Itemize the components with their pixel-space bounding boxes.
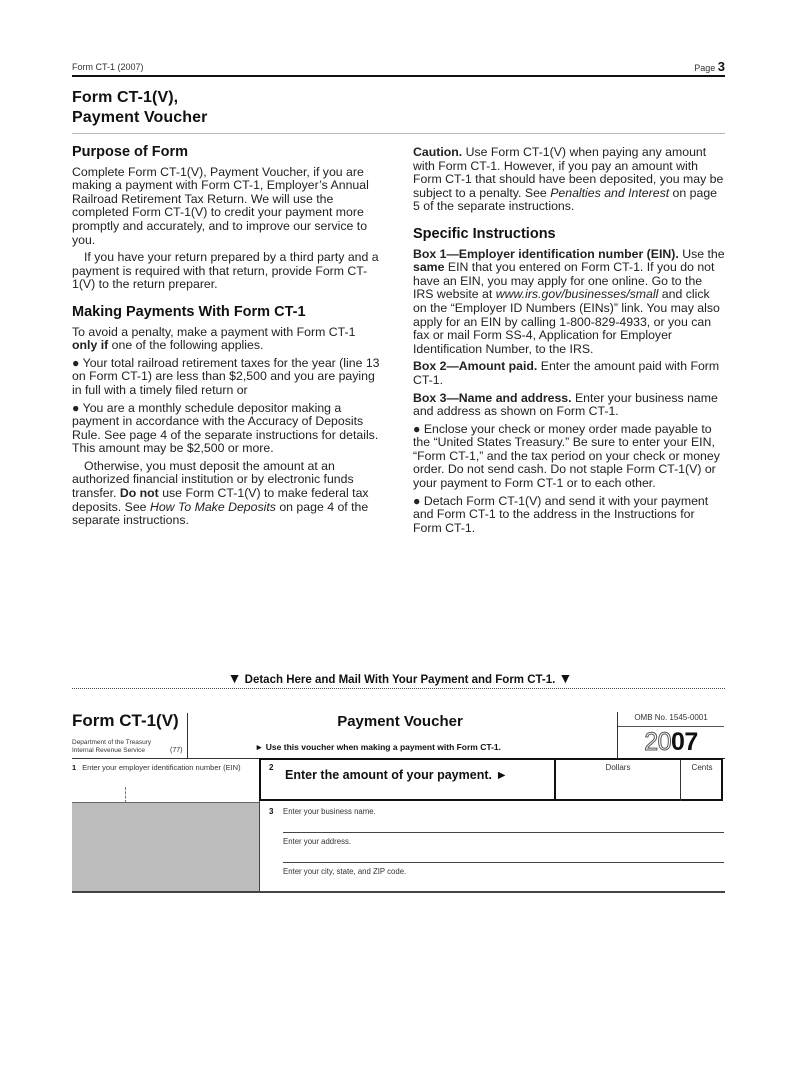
specific-bullet-2: ● Detach Form CT-1(V) and send it with your payment and Form CT-1 to the address in the Instructions for Form CT-1. [413,493,709,535]
voucher-department: Department of the Treasury Internal Revenue Service [72,739,152,754]
shaded-area [72,803,259,891]
page-number-value: 3 [717,59,725,74]
cents-label: Cents [691,763,713,772]
making-payments-bullet-2: ● You are a monthly schedule depositor making a payment in accordance with the Accuracy of Deposits Rule. See page 4 of the separate instructions for details. This amount may be $2,500 or more. [72,400,379,456]
dollars-input[interactable] [557,775,679,799]
city-state-zip-label: Enter your city, state, and ZIP code. [283,867,407,876]
box2-instructions: Box 2—Amount paid. Enter the amount paid with Form CT-1. [413,359,720,387]
detach-cut-line [72,688,725,689]
right-arrow-icon: ► [255,742,264,752]
box3-divider [259,801,260,891]
purpose-paragraph-2: If you have your return prepared by a third party and a payment is required with that return, provide Form CT-1(V) to the return preparer. [72,250,379,292]
address-input[interactable] [283,847,724,862]
voucher-title: Payment Voucher [337,713,463,730]
making-payments-otherwise: Otherwise, you must deposit the amount at an authorized financial institution or by electronic funds transfer. Do not use Form CT-1(V) to make federal tax deposits. See How To Make Deposits on page 4 of the separate instructions. [72,458,369,528]
business-name-rule [283,832,724,833]
address-label: Enter your address. [283,837,352,846]
cents-input[interactable] [682,775,722,799]
page-label: Page [694,63,716,73]
box2-number: 2 [269,763,274,772]
bullet-icon: ● [413,493,424,508]
detach-text: Detach Here and Mail With Your Payment and Form CT-1. [244,674,556,686]
box1-instructions: Box 1—Employer identification number (EIN). Use the same EIN that you entered on Form CT-1. If you do not have an EIN, you may apply for one online. Go to the IRS website at www.irs.gov/businesses/small and click on the “Employer ID Numbers (EINs)” link. You may also apply for an EIN by calling 1-800-829-4933, or you can fax or mail Form SS-4, Application for Employer Identification Number, to the IRS. [413,246,725,356]
dollars-label: Dollars [605,763,631,772]
specific-bullet-1: ● Enclose your check or money order made payable to the “United States Treasury.” Be sure to enter your EIN, “Form CT-1,” and the tax period on your check or money order. Do not send cash. Do not staple Form CT-1(V) or your payment to Form CT-1 or to each other. [413,421,720,491]
right-arrow-icon: ► [495,768,508,782]
voucher-use-instruction: ► Use this voucher when making a payment with Form CT-1. [255,742,502,752]
specific-instructions-heading: Specific Instructions [413,225,556,242]
caution-paragraph: Caution. Use Form CT-1(V) when paying any amount with Form CT-1. However, if you pay an amount with Form CT-1 that should have been deposited, you may be subject to a penalty. See Penalties and Interest on page 5 of the separate instructions. [413,145,724,214]
header-rule [72,75,725,77]
voucher-form-name: Form CT-1(V) [72,711,179,730]
title-line-1: Form CT-1(V), [72,89,179,106]
page-number [694,59,725,74]
omb-rule [618,726,724,727]
box3-instructions: Box 3—Name and address. Enter your business name and address as shown on Form CT-1. [413,390,718,419]
bullet-icon: ● [413,421,424,436]
bullet-icon: ● [72,400,83,415]
down-triangle-icon: ▼ [227,670,242,686]
making-payments-bullet-1: ● Your total railroad retirement taxes for the year (line 13 on Form CT-1) are less than $2,500 and you are paying in full with a timely filed return or [72,355,380,397]
bullet-icon: ● [72,355,83,370]
box2-label: Enter the amount of your payment. ► [285,768,508,782]
business-name-input[interactable] [283,817,724,832]
title-line-2: Payment Voucher [72,109,208,126]
voucher-bottom-rule [72,891,725,893]
business-name-label: Enter your business name. [283,807,376,816]
tax-year: 2007 [644,728,698,756]
ein-input[interactable] [72,772,258,801]
voucher-dept-code: (77) [170,747,183,754]
down-triangle-icon: ▼ [558,670,573,686]
purpose-heading: Purpose of Form [72,144,189,160]
left-column [72,146,384,532]
irs-website-link: www.irs.gov/businesses/small [495,287,659,302]
page-header-form-label: Form CT-1 (2007) [72,62,144,72]
making-payments-intro: To avoid a penalty, make a payment with Form CT-1 only if one of the following applies. [72,324,356,353]
detach-instruction [0,670,800,686]
address-rule [283,862,724,863]
box3-number: 3 [269,807,274,816]
box1-label: 1 Enter your employer identification number (EIN) [72,763,241,772]
omb-number: OMB No. 1545-0001 [634,713,708,722]
city-state-zip-input[interactable] [283,877,724,890]
voucher-divider [187,713,188,758]
purpose-paragraph-1: Complete Form CT-1(V), Payment Voucher, if you are making a payment with Form CT-1, Employer’s Annual Railroad Retirement Tax Return. We will use the completed Form CT-1(V) to credit your payment more promptly and accurately, and to improve our service to you. [72,164,369,247]
right-column [413,146,725,539]
title-rule [72,133,725,134]
page-title [72,88,207,128]
making-payments-heading: Making Payments With Form CT-1 [72,303,306,320]
